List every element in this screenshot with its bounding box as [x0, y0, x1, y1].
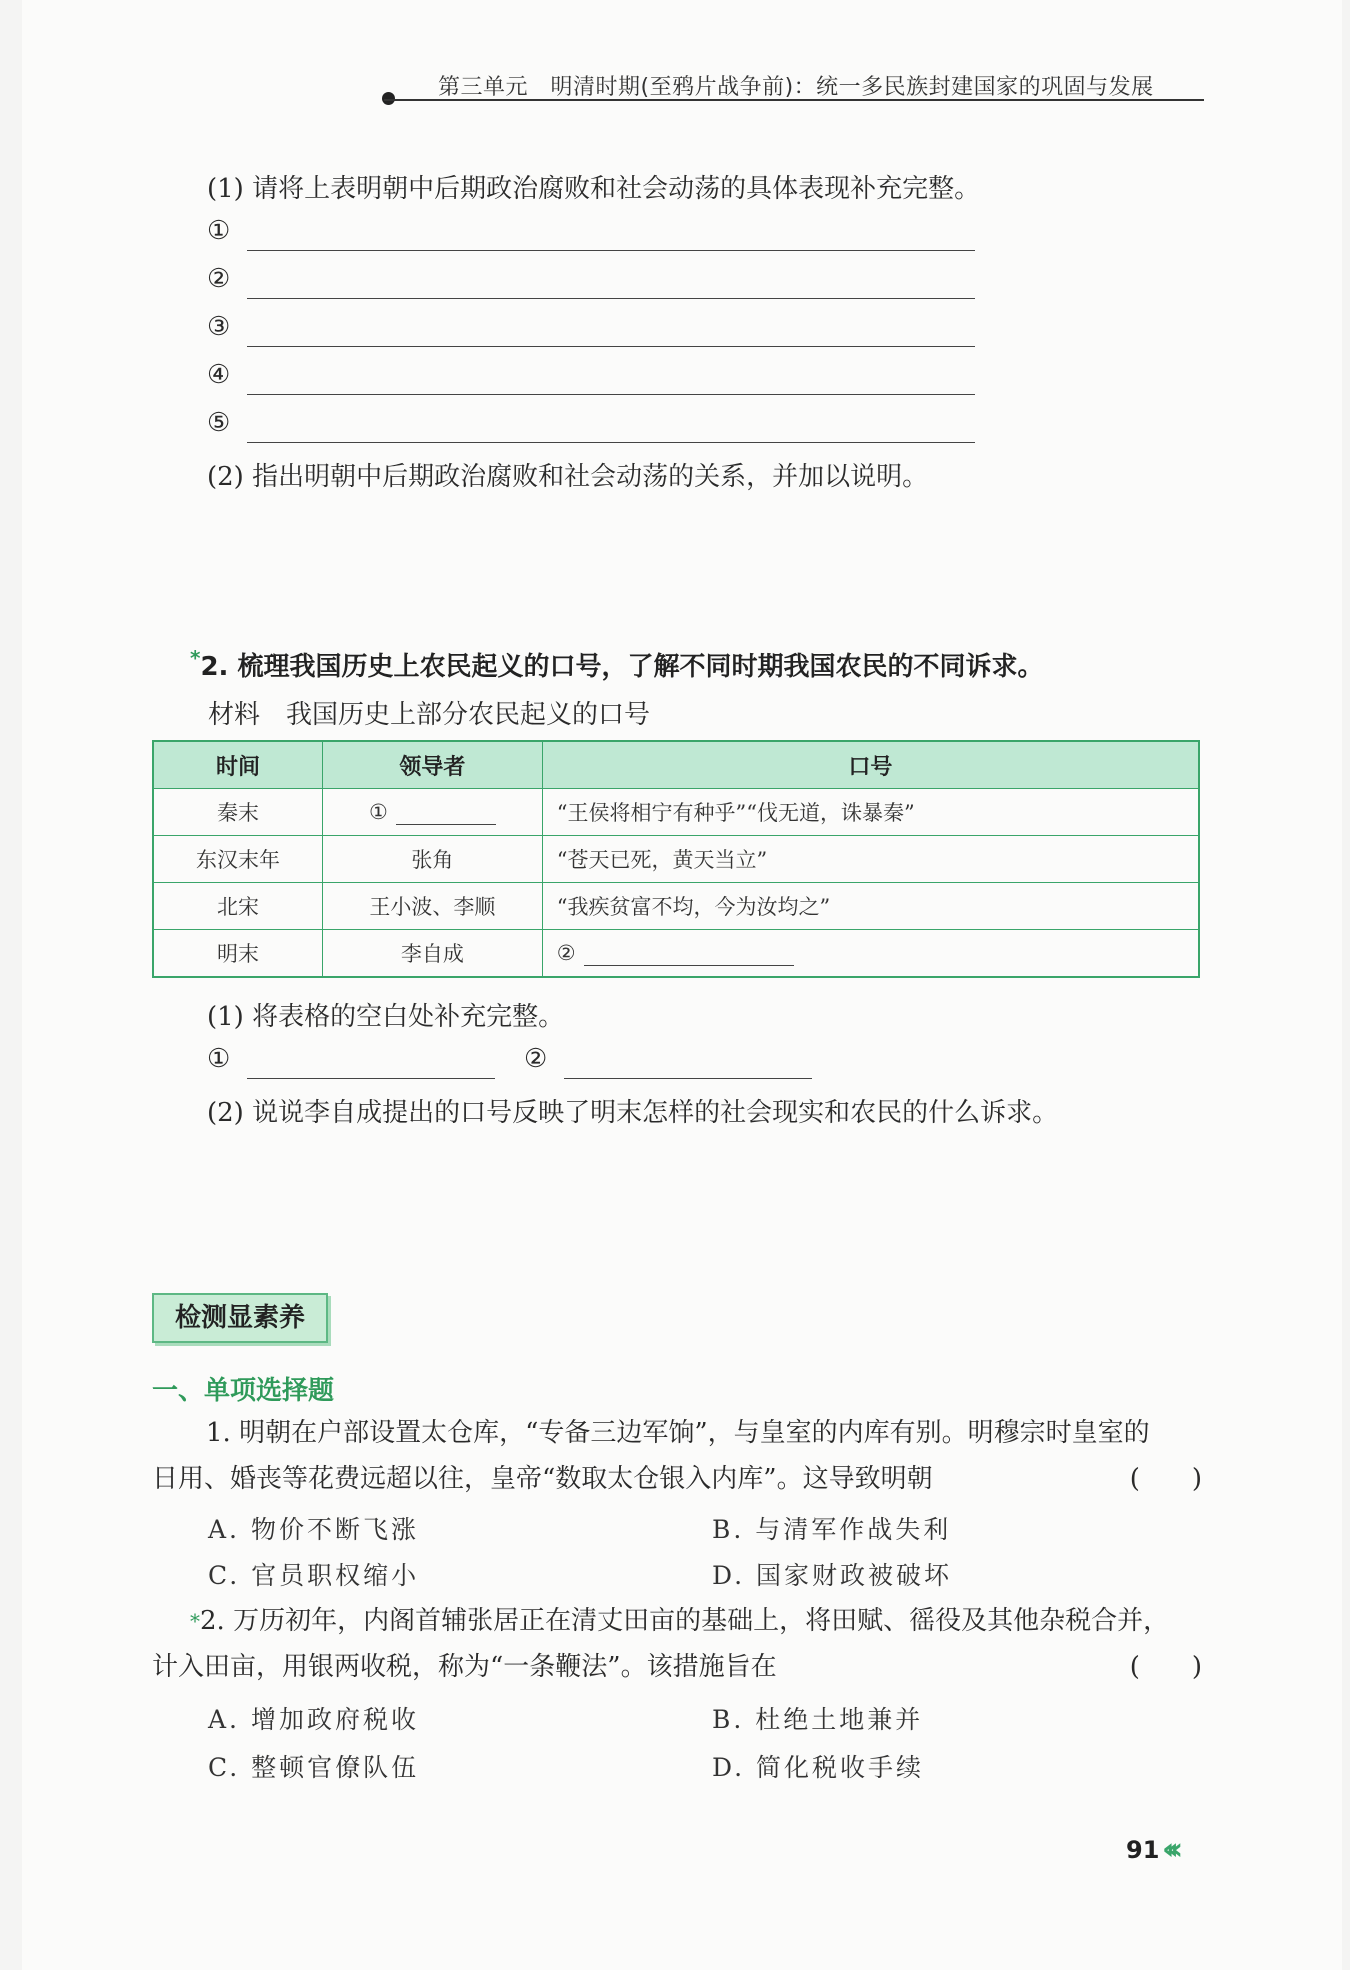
part2-answer-line-1 — [247, 1078, 495, 1079]
fill-blank-line — [584, 943, 794, 966]
blank-number: ③ — [207, 312, 231, 342]
mc-question-2-line-2-text: 计入田亩，用银两收税，称为“一条鞭法”。该措施旨在 — [152, 1652, 777, 1682]
cell-slogan-blank[interactable] — [542, 930, 1199, 978]
section-badge: 检测显素养 — [152, 1293, 328, 1343]
table-header-row — [153, 741, 1199, 789]
part1-question-1: (1) 请将上表明朝中后期政治腐败和社会动荡的具体表现补充完整。 — [207, 174, 981, 204]
answer-line-2 — [247, 298, 975, 299]
star-icon: * — [190, 1609, 200, 1633]
col-header-time: 时间 — [153, 741, 323, 789]
page-number: 91 — [1126, 1836, 1160, 1864]
part2-answer-blank-2[interactable] — [524, 1044, 547, 1074]
mc-question-2-line-2 — [152, 1644, 1202, 1690]
material-caption: 材料 我国历史上部分农民起义的口号 — [208, 700, 651, 730]
answer-line-1 — [247, 250, 975, 251]
mc-question-1 — [152, 1410, 1202, 1502]
table-row — [153, 836, 1199, 883]
col-header-slogan: 口号 — [542, 741, 1199, 789]
cell-time: 北宋 — [153, 883, 323, 930]
answer-blank-4[interactable] — [207, 360, 230, 390]
cell-leader: 王小波、李顺 — [323, 883, 543, 930]
star-icon: * — [190, 646, 201, 670]
table-row — [153, 883, 1199, 930]
blank-number: ② — [524, 1044, 548, 1074]
part2-answer-line-2 — [564, 1078, 812, 1079]
chevron-left-icon: ‹‹‹ — [1162, 1832, 1176, 1867]
answer-line-5 — [247, 442, 975, 443]
answer-line-4 — [247, 394, 975, 395]
part2-title — [190, 646, 1044, 683]
mc-question-1-line-2 — [152, 1456, 1202, 1502]
part2-title-text: 2. 梳理我国历史上农民起义的口号，了解不同时期我国农民的不同诉求。 — [200, 652, 1044, 682]
cell-slogan: “王侯将相宁有种乎”“伐无道，诛暴秦” — [542, 789, 1199, 836]
option-b[interactable]: B. 杜绝土地兼并 — [712, 1705, 924, 1734]
cell-slogan: “我疾贫富不均，今为汝均之” — [542, 883, 1199, 930]
cell-slogan: “苍天已死，黄天当立” — [542, 836, 1199, 883]
mc-question-1-line-2-text: 日用、婚丧等花费远超以往，皇帝“数取太仓银入内库”。这导致明朝 — [152, 1464, 933, 1494]
blank-number: ② — [556, 940, 576, 965]
option-c[interactable]: C. 整顿官僚队伍 — [208, 1753, 420, 1782]
blank-number: ② — [207, 264, 231, 294]
cell-leader-blank[interactable] — [323, 789, 543, 836]
fill-blank-line — [396, 802, 496, 825]
option-b[interactable]: B. 与清军作战失利 — [712, 1515, 952, 1544]
page — [22, 0, 1342, 1970]
table-row — [153, 930, 1199, 978]
answer-line-3 — [247, 346, 975, 347]
part2-question-2: (2) 说说李自成提出的口号反映了明末怎样的社会现实和农民的什么诉求。 — [207, 1098, 1059, 1128]
mc-question-2-line-1-text: 2. 万历初年，内阁首辅张居正在清丈田亩的基础上，将田赋、徭役及其他杂税合并， — [200, 1606, 1170, 1636]
answer-blank-5[interactable] — [207, 408, 230, 438]
unit-header: 第三单元 明清时期(至鸦片战争前)：统一多民族封建国家的巩固与发展 — [438, 75, 1154, 100]
cell-leader: 张角 — [323, 836, 543, 883]
cell-time: 秦末 — [153, 789, 323, 836]
part2-answer-blank-1[interactable] — [207, 1044, 230, 1074]
part2-question-1: (1) 将表格的空白处补充完整。 — [207, 1002, 565, 1032]
section-title: 一、单项选择题 — [152, 1376, 335, 1406]
mc-question-2-line-1 — [152, 1598, 1202, 1644]
answer-paren[interactable]: ( ) — [1129, 1652, 1202, 1682]
answer-blank-1[interactable] — [207, 216, 230, 246]
part1-question-2: (2) 指出明朝中后期政治腐败和社会动荡的关系，并加以说明。 — [207, 462, 929, 492]
option-d[interactable]: D. 国家财政被破坏 — [712, 1561, 953, 1590]
answer-paren[interactable]: ( ) — [1129, 1464, 1202, 1494]
cell-time: 明末 — [153, 930, 323, 978]
cell-time: 东汉末年 — [153, 836, 323, 883]
blank-number: ① — [368, 799, 388, 824]
uprising-slogan-table — [152, 740, 1200, 978]
mc-question-1-line-1: 1. 明朝在户部设置太仓库，“专备三边军饷”，与皇室的内库有别。明穆宗时皇室的 — [206, 1418, 1150, 1448]
blank-number: ④ — [207, 360, 231, 390]
option-d[interactable]: D. 简化税收手续 — [712, 1753, 925, 1782]
mc-question-2 — [152, 1598, 1202, 1690]
option-c[interactable]: C. 官员职权缩小 — [208, 1561, 420, 1590]
option-a[interactable]: A. 物价不断飞涨 — [208, 1515, 419, 1544]
cell-leader: 李自成 — [323, 930, 543, 978]
answer-blank-2[interactable] — [207, 264, 230, 294]
table-row — [153, 789, 1199, 836]
blank-number: ① — [207, 216, 231, 246]
blank-number: ⑤ — [207, 408, 231, 438]
answer-blank-3[interactable] — [207, 312, 230, 342]
col-header-leader: 领导者 — [323, 741, 543, 789]
blank-number: ① — [207, 1044, 231, 1074]
option-a[interactable]: A. 增加政府税收 — [208, 1705, 419, 1734]
